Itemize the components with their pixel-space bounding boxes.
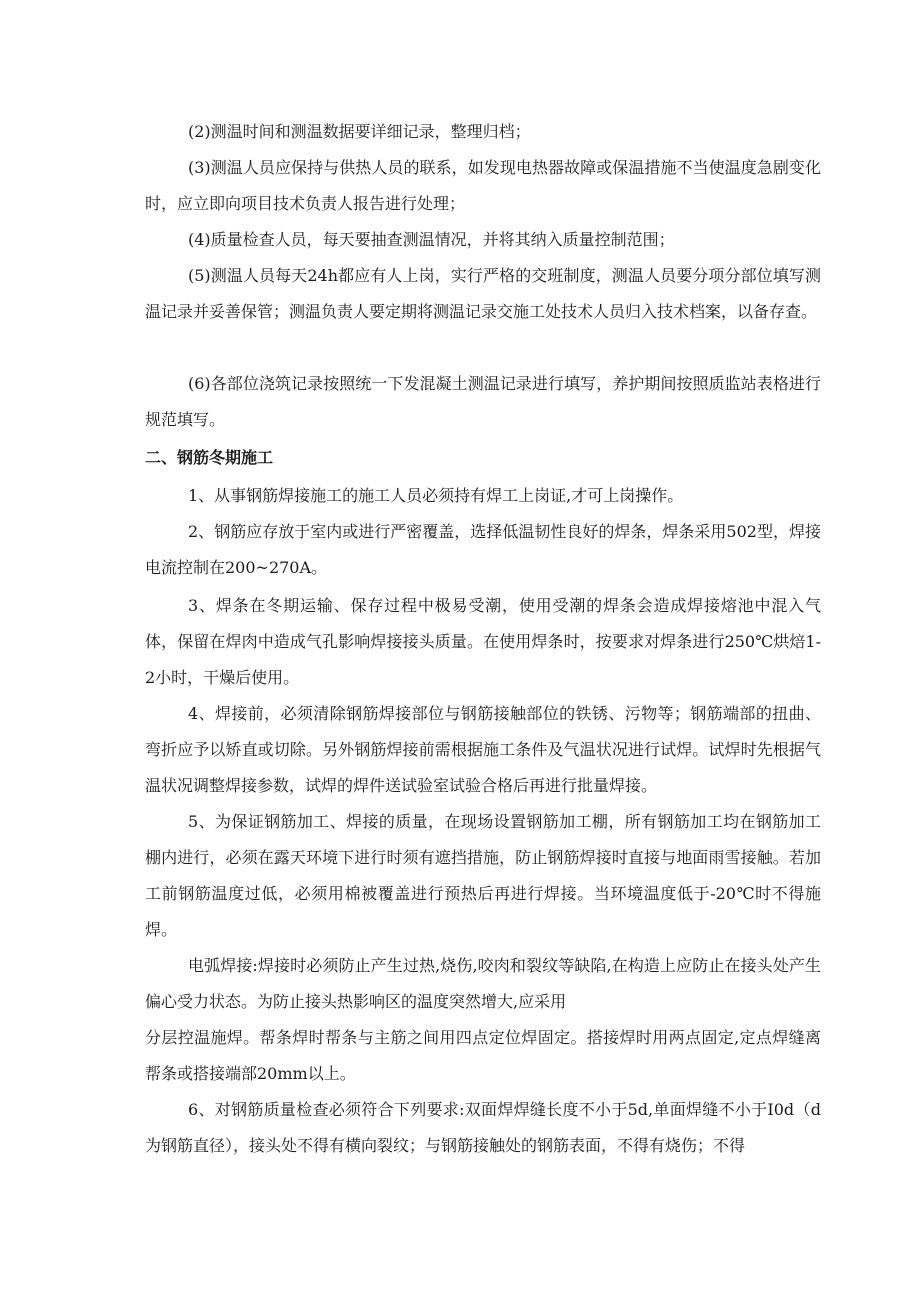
paragraph-item-6: (6)各部位浇筑记录按照统一下发混凝土测温记录进行填写，养护期间按照质监站表格进行规范填写。 bbox=[145, 374, 821, 429]
paragraph-item-3: (3)测温人员应保持与供热人员的联系，如发现电热器故障或保温措施不当使温度急剧变化时，应立即向项目技术负责人报告进行处理； bbox=[145, 158, 821, 213]
steel-item-6: 6、对钢筋质量检查必须符合下列要求:双面焊焊缝长度不小于5d,单面焊缝不小于I0d（d为钢筋直径），接头处不得有横向裂纹；与钢筋接触处的钢筋表面，不得有烧伤；不得 bbox=[145, 1100, 821, 1155]
paragraph-item-5: (5)测温人员每天24h都应有人上岗，实行严格的交班制度，测温人员要分项分部位填写测温记录并妥善保管；测温负责人要定期将测温记录交施工处技术人员归入技术档案，以备存查。 bbox=[145, 266, 821, 321]
steel-item-3: 3、焊条在冬期运输、保存过程中极易受潮，使用受潮的焊条会造成焊接熔池中混入气体，保留在焊肉中造成气孔影响焊接接头质量。在使用焊条时，按要求对焊条进行250℃烘焙1-2小时，干燥后使用。 bbox=[145, 596, 821, 687]
steel-item-1: 1、从事钢筋焊接施工的施工人员必须持有焊工上岗证,才可上岗操作。 bbox=[188, 486, 684, 505]
steel-item-4: 4、焊接前，必须清除钢筋焊接部位与钢筋接触部位的铁锈、污物等；钢筋端部的扭曲、弯折应予以矫直或切除。另外钢筋焊接前需根据施工条件及气温状况进行试焊。试焊时先根据气温状况调整焊接参数，试焊的焊件送试验室试验合格后再进行批量焊接。 bbox=[145, 704, 821, 795]
arc-welding-paragraph: 电弧焊接:焊接时必须防止产生过热,烧伤,咬肉和裂纹等缺陷,在构造上应防止在接头处产生偏心受力状态。为防止接头热影响区的温度突然增大,应采用 bbox=[145, 956, 821, 1011]
section-heading: 二、钢筋冬期施工 bbox=[145, 448, 274, 467]
steel-item-5: 5、为保证钢筋加工、焊接的质量，在现场设置钢筋加工棚，所有钢筋加工均在钢筋加工棚内进行，必须在露天环境下进行时须有遮挡措施，防止钢筋焊接时直接与地面雨雪接触。若加工前钢筋温度过低，必须用棉被覆盖进行预热后再进行焊接。当环境温度低于-20℃时不得施焊。 bbox=[145, 812, 821, 939]
arc-welding-continued: 分层控温施焊。帮条焊时帮条与主筋之间用四点定位焊固定。搭接焊时用两点固定,定点焊缝离帮条或搭接端部20mm以上。 bbox=[145, 1028, 821, 1083]
paragraph-item-4: (4)质量检查人员，每天要抽查测温情况，并将其纳入质量控制范围； bbox=[188, 230, 675, 249]
steel-item-2: 2、钢筋应存放于室内或进行严密覆盖，选择低温韧性良好的焊条，焊条采用502型，焊接电流控制在200~270A。 bbox=[145, 522, 821, 577]
paragraph-item-2: (2)测温时间和测温数据要详细记录，整理归档； bbox=[188, 122, 531, 141]
